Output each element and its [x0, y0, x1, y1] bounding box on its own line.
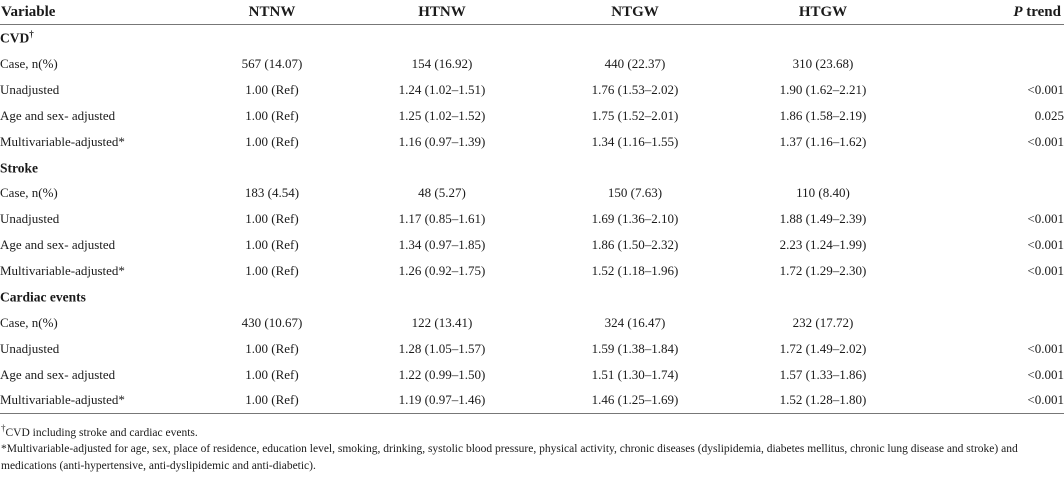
row-label: Case, n(%)	[0, 55, 58, 71]
header-htgw: HTGW	[730, 0, 916, 25]
footnotes	[1, 420, 1061, 474]
cell-htgw: 310 (23.68)	[792, 55, 854, 71]
cell-htnw: 1.17 (0.85–1.61)	[398, 211, 486, 227]
section-title-text: CVD	[0, 30, 30, 46]
section-title	[0, 284, 1064, 310]
cell-htnw: 1.25 (1.02–1.52)	[398, 107, 486, 123]
cell-ntnw: 1.00 (Ref)	[245, 211, 299, 227]
cell-ntgw: 1.59 (1.38–1.84)	[591, 340, 679, 356]
row-label: Age and sex- adjusted	[0, 107, 116, 123]
cell-ntgw: 1.69 (1.36–2.10)	[591, 211, 679, 227]
cell-htgw: 110 (8.40)	[796, 185, 850, 201]
cell-p-trend: 0.025	[1034, 107, 1064, 123]
section-title-text: Stroke	[0, 160, 39, 176]
cell-ntnw: 430 (10.67)	[241, 314, 303, 330]
cell-ntgw: 1.34 (1.16–1.55)	[591, 133, 679, 149]
table-row	[0, 336, 1064, 362]
table-body	[0, 25, 1064, 414]
row-label: Case, n(%)	[0, 185, 58, 201]
header-ntnw: NTNW	[200, 0, 344, 25]
cell-htnw: 1.19 (0.97–1.46)	[344, 387, 540, 413]
cell-p-trend: <0.001	[1027, 340, 1064, 356]
cell-htnw: 1.24 (1.02–1.51)	[398, 81, 486, 97]
cell-ntgw: 1.86 (1.50–2.32)	[591, 237, 679, 253]
table-row	[0, 310, 1064, 336]
cell-htgw: 2.23 (1.24–1.99)	[779, 237, 867, 253]
cell-htgw: 1.57 (1.33–1.86)	[779, 366, 867, 382]
section-row	[0, 154, 1064, 180]
cell-p-trend: <0.001	[1027, 366, 1064, 382]
cell-htnw: 1.26 (0.92–1.75)	[398, 262, 486, 278]
cell-p-trend: <0.001	[1027, 237, 1064, 253]
row-label: Multivariable-adjusted*	[0, 387, 200, 413]
row-label: Multivariable-adjusted*	[0, 262, 125, 278]
cell-ntgw: 324 (16.47)	[604, 314, 666, 330]
cell-p-trend: <0.001	[1027, 211, 1064, 227]
cell-ntgw: 150 (7.63)	[607, 185, 663, 201]
cell-ntnw: 1.00 (Ref)	[245, 340, 299, 356]
section-title-text: Cardiac events	[0, 289, 86, 305]
section-row	[0, 25, 1064, 51]
row-label: Case, n(%)	[0, 314, 58, 330]
header-p-italic: P	[1013, 3, 1023, 20]
table-row	[0, 103, 1064, 129]
row-label: Unadjusted	[0, 340, 60, 356]
cell-p-trend: <0.001	[916, 387, 1064, 413]
footnote-star: *Multivariable-adjusted for age, sex, place of residence, education level, smoking, drinking, systolic blood pressure, physical activity, chronic diseases (dyslipidemia, diabetes mellitus, chronic lung disease and stroke) and medications (anti-hypertensive, anti-dyslipidemic and anti-diabetic).	[1, 443, 1018, 472]
table-row	[0, 51, 1064, 77]
row-label: Unadjusted	[0, 211, 60, 227]
cell-ntnw: 1.00 (Ref)	[245, 133, 299, 149]
cell-ntgw: 1.76 (1.53–2.02)	[591, 81, 679, 97]
header-variable: Variable	[0, 0, 200, 25]
cell-ntgw: 1.75 (1.52–2.01)	[591, 107, 679, 123]
table-row	[0, 232, 1064, 258]
cell-p-trend	[916, 180, 1064, 206]
section-mark: †	[29, 29, 34, 40]
dagger-symbol: †	[1, 423, 6, 433]
cell-ntnw: 1.00 (Ref)	[245, 366, 299, 382]
table-row	[0, 362, 1064, 388]
cell-ntnw: 567 (14.07)	[241, 55, 303, 71]
cell-htnw: 1.16 (0.97–1.39)	[398, 133, 486, 149]
cell-htgw: 1.52 (1.28–1.80)	[730, 387, 916, 413]
cell-p-trend	[916, 51, 1064, 77]
cell-ntgw: 1.51 (1.30–1.74)	[591, 366, 679, 382]
cell-htnw: 1.22 (0.99–1.50)	[398, 366, 486, 382]
cell-ntnw: 183 (4.54)	[244, 185, 300, 201]
header-p-rest: trend	[1022, 3, 1061, 20]
cell-htgw: 232 (17.72)	[792, 314, 854, 330]
table-row	[0, 387, 1064, 413]
cell-ntgw: 440 (22.37)	[604, 55, 666, 71]
row-label: Multivariable-adjusted*	[0, 133, 125, 149]
cell-ntnw: 1.00 (Ref)	[245, 107, 299, 123]
table-row	[0, 206, 1064, 232]
table-row	[0, 129, 1064, 155]
cell-ntnw: 1.00 (Ref)	[245, 81, 299, 97]
cell-p-trend: <0.001	[1027, 81, 1064, 97]
header-row	[0, 0, 1064, 25]
header-htnw: HTNW	[344, 0, 540, 25]
row-label: Age and sex- adjusted	[0, 237, 116, 253]
cell-ntnw: 1.00 (Ref)	[200, 387, 344, 413]
cell-htgw: 1.37 (1.16–1.62)	[779, 133, 867, 149]
header-ntgw: NTGW	[540, 0, 730, 25]
table-row	[0, 258, 1064, 284]
cell-htnw: 154 (16.92)	[411, 55, 473, 71]
section-row	[0, 284, 1064, 310]
cell-htgw: 1.86 (1.58–2.19)	[779, 107, 867, 123]
table-row	[0, 180, 1064, 206]
cell-htgw: 1.88 (1.49–2.39)	[779, 211, 867, 227]
cell-htgw: 1.90 (1.62–2.21)	[779, 81, 867, 97]
cell-htnw: 1.34 (0.97–1.85)	[398, 237, 486, 253]
section-title	[0, 25, 1064, 51]
row-label: Unadjusted	[0, 81, 60, 97]
cell-htgw: 1.72 (1.49–2.02)	[779, 340, 867, 356]
table-row	[0, 77, 1064, 103]
footnote-dagger-text: CVD including stroke and cardiac events.	[5, 426, 198, 439]
cell-p-trend	[916, 310, 1064, 336]
cell-ntnw: 1.00 (Ref)	[245, 237, 299, 253]
cell-p-trend: <0.001	[1027, 262, 1064, 278]
cell-ntnw: 1.00 (Ref)	[245, 262, 299, 278]
cell-ntgw: 1.52 (1.18–1.96)	[591, 262, 679, 278]
footnote-dagger	[1, 420, 1061, 441]
header-p-trend	[916, 0, 1064, 25]
section-title	[0, 154, 1064, 180]
row-label: Age and sex- adjusted	[0, 366, 116, 382]
cell-htnw: 48 (5.27)	[418, 185, 466, 201]
cell-htnw: 1.28 (1.05–1.57)	[398, 340, 486, 356]
cell-htgw: 1.72 (1.29–2.30)	[779, 262, 867, 278]
cell-ntgw: 1.46 (1.25–1.69)	[540, 387, 730, 413]
cell-p-trend: <0.001	[1027, 133, 1064, 149]
cell-htnw: 122 (13.41)	[411, 314, 473, 330]
